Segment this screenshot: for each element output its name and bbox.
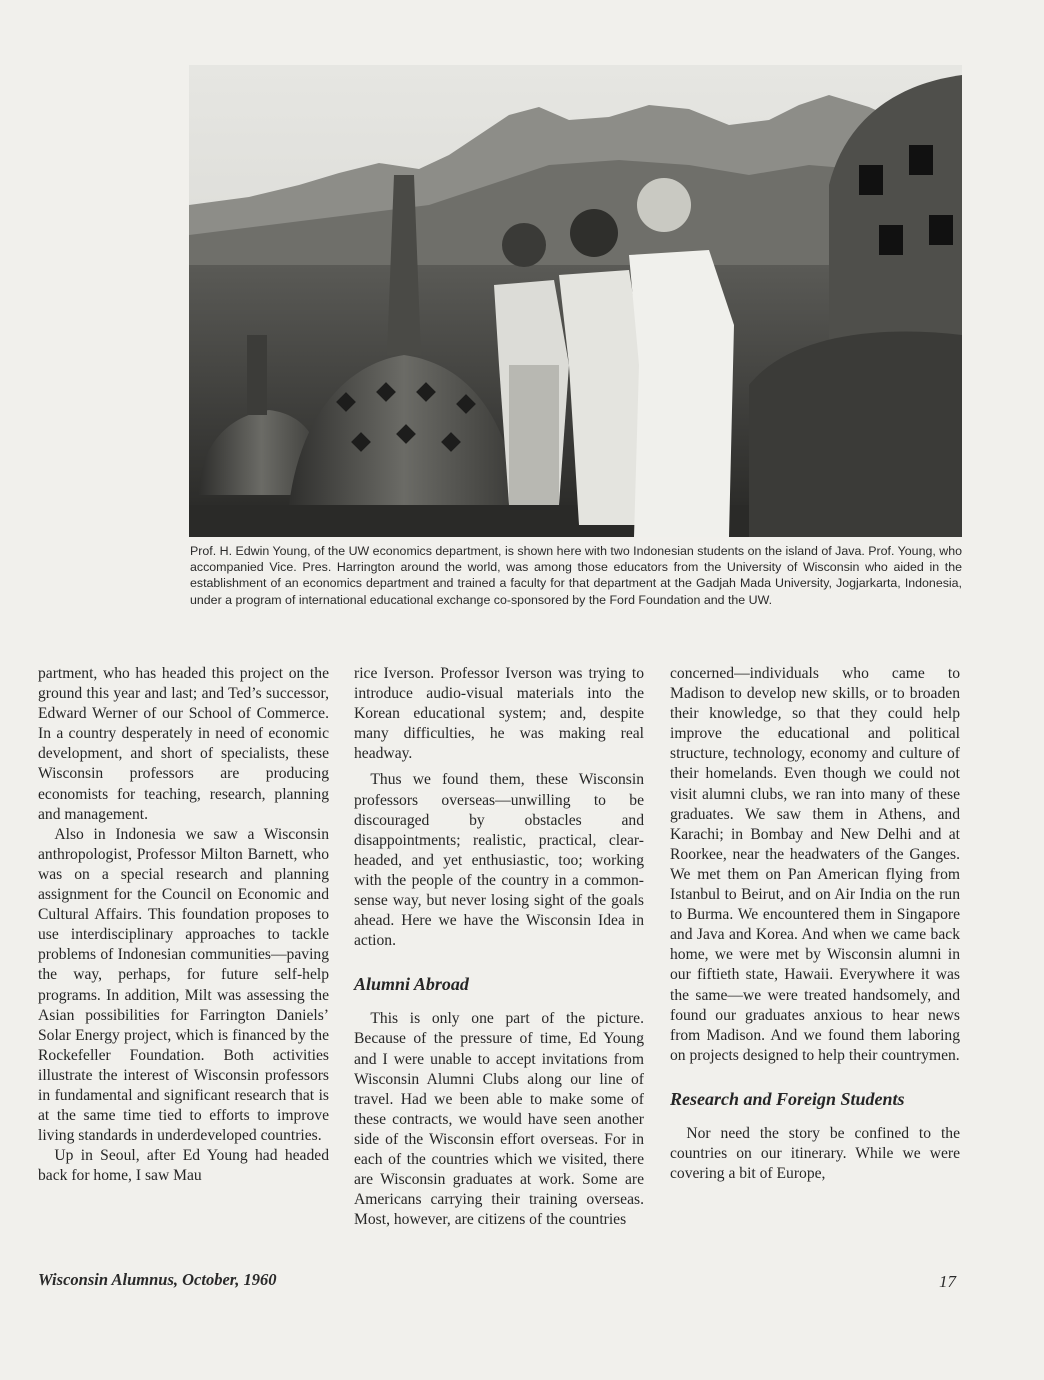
paragraph: rice Iverson. Professor Iverson was trying to introduce audio-visual materials into the Korean educational system; and, despite many difficulties, he was making real headway. xyxy=(354,665,644,763)
paragraph: This is only one part of the picture. Because of the pressure of time, Ed Young and I were unable to accept invitations from Wisconsin Alumni Clubs along our line of travel. Had we been able to make some of these contracts, we would have seen another side of the Wisconsin effort overseas. For in each of the countries which we visited, there are Wisconsin graduates at work. Some are Americans carrying their training overseas. Most, however, are citizens of the countries xyxy=(354,1010,644,1229)
photo-illustration xyxy=(189,65,962,537)
text-column-1 xyxy=(38,664,329,1186)
paragraph: Thus we found them, these Wisconsin professors overseas—unwilling to be discouraged by obstacles and disappointments; realistic, practical, clear-headed, and yet enthusiastic, too; working with the people of the country in a common-sense way, but never losing sight of the goals ahead. Here we have the Wisconsin Idea in action. xyxy=(354,771,644,950)
text-column-3 xyxy=(670,664,960,1184)
publication-footer: Wisconsin Alumnus, October, 1960 xyxy=(38,1270,277,1289)
paragraph: Also in Indonesia we saw a Wisconsin anthropologist, Professor Milton Barnett, who was on a special research and planning assignment for the Council on Economic and Cultural Affairs. This foundation proposes to use interdisciplinary approaches to tackle problems of Indonesian communities—paving the way, perhaps, for future self-help programs. In addition, Milt was assessing the Asian possibilities for Farrington Daniels’ Solar Energy project, which is financed by the Rockefeller Foundation. Both activities illustrate the interest of Wisconsin professors in fundamental and significant research that is at the same time tied to efforts to improve living standards in underdeveloped countries. xyxy=(38,825,329,1145)
section-heading-research: Research and Foreign Students xyxy=(670,1088,905,1109)
paragraph: partment, who has headed this project on the ground this year and last; and Ted’s successor, Edward Werner of our School of Commerce. In a country desperately in need of economic development, and short of specialists, these Wisconsin professors are producing economists for teaching, research, planning and management. xyxy=(38,665,329,823)
paragraph: Nor need the story be confined to the countries on our itinerary. While we were covering a bit of Europe, xyxy=(670,1124,960,1183)
text-column-2 xyxy=(354,664,644,1230)
article-photo xyxy=(189,65,962,537)
section-heading-alumni-abroad: Alumni Abroad xyxy=(354,974,469,995)
photo-caption: Prof. H. Edwin Young, of the UW economics department, is shown here with two Indonesian students on the island of Java. Prof. Young, who accompanied Vice. Pres. Harrington around the world, was among those educators from the University of Wisconsin who aided in the establishment of an economics department and trained a faculty for that department at the Gadjah Mada University, Jogjarkarta, Indonesia, under a program of international educational exchange co-sponsored by the Ford Foundation and the UW. xyxy=(190,544,962,607)
paragraph: Up in Seoul, after Ed Young had headed back for home, I saw Mau xyxy=(38,1147,329,1185)
page-number: 17 xyxy=(939,1272,956,1291)
paragraph: concerned—individuals who came to Madison to develop new skills, or to broaden their knowledge, so that they could help improve the educational and political structure, technology, economy and culture of their homelands. Even though we could not visit alumni clubs, we ran into many of these graduates. We saw them in Athens, and Karachi; in Bombay and New Delhi and at Roorkee, near the headwaters of the Ganges. We met them on Pan American flying from Istanbul to Beirut, and on Air India on the run to Burma. We encountered them in Singapore and Java and Korea. And when we came back home, we were met by Wisconsin alumni in our fiftieth state, Hawaii. Everywhere it was the same—we were treated handsomely, and found our graduates anxious to hear news from Madison. And we found them laboring on projects designed to help their countrymen. xyxy=(670,665,960,1064)
